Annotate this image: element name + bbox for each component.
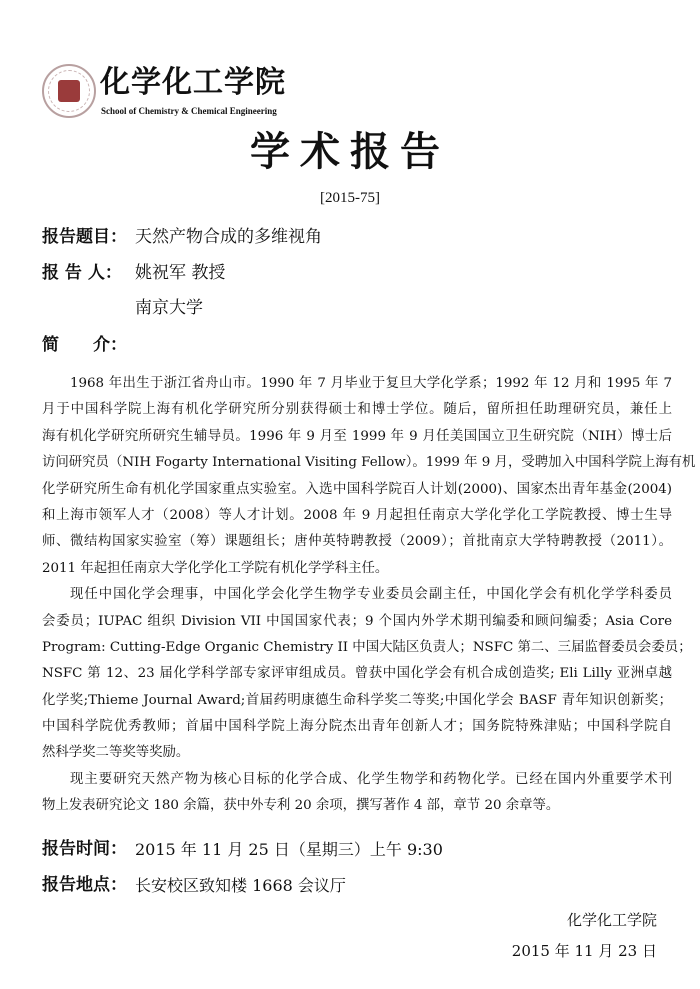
bio-line: Program: Cutting-Edge Organic Chemistry II 中国大陆区负责人；NSFC 第二、三届监督委员会委员；	[42, 639, 692, 655]
speaker-affiliation: 南京大学	[135, 298, 203, 318]
bio-line: 师、微结构国家实验室（筹）课题组长；唐仲英特聘教授（2009）；首批南京大学特聘教授（2011）。	[42, 534, 672, 550]
intro-label: 简 介：	[42, 335, 127, 355]
bio-line: 物上发表研究论文 180 余篇，获中外专利 20 余项，撰写著作 4 部，章节 20 余章等。	[42, 798, 560, 814]
school-logo-seal	[42, 64, 96, 118]
place-value: 长安校区致知楼 1668 会议厅	[135, 876, 346, 895]
bio-line: NSFC 第 12、23 届化学科学部专家评审组成员。曾获中国化学会有机合成创造奖; Eli Lilly 亚洲卓越	[42, 666, 672, 682]
bio-line: 和上海市领军人才（2008）等人才计划。2008 年 9 月起担任南京大学化学化工学院教授、博士生导	[42, 507, 672, 523]
bio-line: 中国科学院优秀教师；首届中国科学院上海分院杰出青年创新人才；国务院特殊津贴；中国科学院自	[42, 719, 672, 735]
time-label: 报告时间：	[42, 839, 127, 859]
bio-text	[42, 371, 696, 820]
topic-value: 天然产物合成的多维视角	[135, 227, 322, 247]
bio-line: 会委员；IUPAC 组织 Division VII 中国国家代表；9 个国内外学术期刊编委和顾问编委；Asia Core	[42, 613, 672, 629]
bio-line: 2011 年起担任南京大学化学化工学院有机化学学科主任。	[42, 560, 389, 576]
school-name-cn: 化学化工学院	[100, 65, 286, 100]
bio-line: 现主要研究天然产物为核心目标的化学合成、化学生物学和药物化学。已经在国内外重要学术刊	[70, 771, 672, 787]
topic-label: 报告题目：	[42, 227, 127, 247]
bio-line: 访问研究员（NIH Fogarty International Visiting Fellow）。1999 年 9 月，受聘加入中国科学院上海有机	[42, 455, 696, 471]
bio-line: 海有机化学研究所研究生辅导员。1996 年 9 月至 1999 年 9 月任美国国立卫生研究院（NIH）博士后	[42, 428, 672, 444]
bio-line: 现任中国化学会理事，中国化学会化学生物学专业委员会副主任，中国化学会有机化学学科委员	[70, 587, 672, 603]
bio-line: 1968 年出生于浙江省舟山市。1990 年 7 月毕业于复旦大学化学系；1992 年 12 月和 1995 年 7	[70, 376, 672, 391]
speaker-label: 报 告 人：	[42, 263, 122, 283]
speaker-value: 姚祝军 教授	[135, 263, 226, 283]
time-value: 2015 年 11 月 25 日（星期三）上午 9:30	[135, 840, 443, 859]
place-label: 报告地点：	[42, 875, 127, 895]
bio-line: 月于中国科学院上海有机化学研究所分别获得硕士和博士学位。随后，留所担任助理研究员，兼任上	[42, 402, 672, 418]
school-name-en: School of Chemistry & Chemical Engineering	[101, 106, 277, 116]
bio-line: 然科学奖二等奖等奖励。	[42, 745, 190, 761]
page-title: 学术报告	[250, 128, 450, 175]
issue-date: 2015 年 11 月 23 日	[511, 942, 657, 960]
report-number: [2015-75]	[320, 190, 380, 206]
bio-line: 化学奖;Thieme Journal Award;首届药明康德生命科学奖二等奖;中国化学会 BASF 青年知识创新奖；	[42, 692, 672, 708]
bio-line: 化学研究所生命有机化学国家重点实验室。入选中国科学院百人计划(2000)、国家杰出青年基金(2004)	[42, 481, 672, 497]
issuer: 化学化工学院	[566, 911, 657, 929]
